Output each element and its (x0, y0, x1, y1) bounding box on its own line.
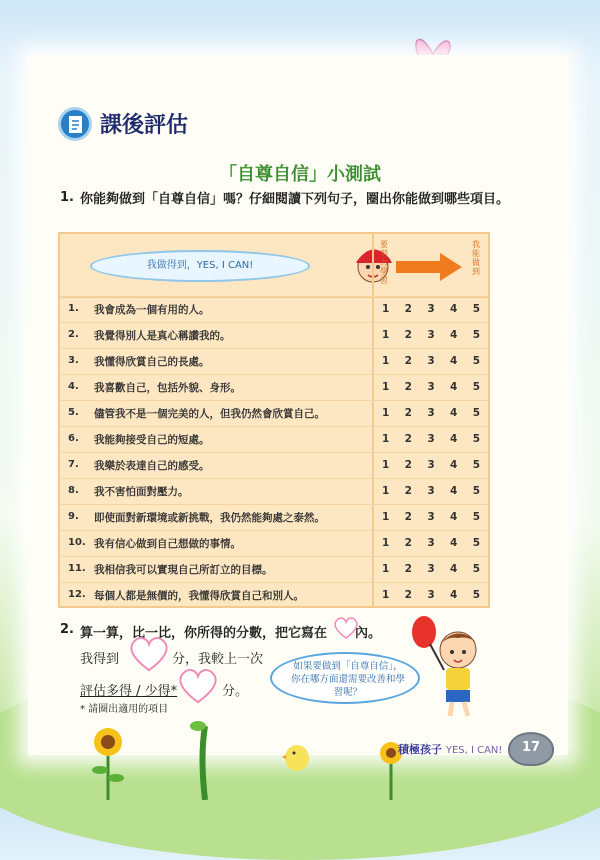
heart-score-input[interactable] (128, 634, 170, 674)
table-row (60, 582, 488, 609)
note-text: * 請圈出適用的項目 (80, 704, 169, 715)
quiz-title: 「自尊自信」小測試 (219, 164, 381, 185)
score-4[interactable]: 4 (450, 303, 458, 315)
page-number: 17 (521, 740, 541, 755)
row-statement: 我喜歡自己，包括外貌、身形。 (94, 382, 241, 394)
chick-icon (282, 738, 312, 772)
score-2[interactable]: 2 (404, 537, 412, 549)
score-options[interactable] (382, 537, 480, 549)
score-1[interactable]: 1 (382, 381, 390, 393)
score-line-1-after: 分，我較上一次 (172, 652, 264, 667)
label-can-do: 我能做到 (472, 240, 480, 276)
score-3[interactable]: 3 (427, 355, 435, 367)
score-options[interactable] (382, 459, 480, 471)
score-2[interactable]: 2 (404, 485, 412, 497)
speech-bubble-text: 我做得到，YES, I CAN! (146, 260, 254, 271)
score-4[interactable]: 4 (450, 459, 458, 471)
score-4[interactable]: 4 (450, 563, 458, 575)
row-statement: 我樂於表達自己的感受。 (94, 460, 210, 472)
table-row (60, 400, 488, 427)
question-2-number: 2. (60, 622, 74, 637)
score-2[interactable]: 2 (404, 433, 412, 445)
table-row (60, 426, 488, 453)
score-3[interactable]: 3 (427, 407, 435, 419)
score-1[interactable]: 1 (382, 511, 390, 523)
row-number: 1. (68, 303, 79, 314)
score-line-2-after: 分。 (222, 684, 249, 699)
score-options[interactable] (382, 589, 480, 601)
row-statement: 我能夠接受自己的短處。 (94, 434, 210, 446)
score-options[interactable] (382, 433, 480, 445)
score-3[interactable]: 3 (427, 329, 435, 341)
row-statement: 我懂得欣賞自己的長處。 (94, 356, 210, 368)
score-1[interactable]: 1 (382, 407, 390, 419)
arrow-right-icon (396, 252, 462, 282)
score-4[interactable]: 4 (450, 407, 458, 419)
score-1[interactable]: 1 (382, 303, 390, 315)
score-3[interactable]: 3 (427, 511, 435, 523)
row-number: 4. (68, 381, 79, 392)
question-1-text: 你能夠做到「自尊自信」嗎？仔細閱讀下列句子，圈出你能做到哪些項目。 (80, 192, 510, 207)
row-number: 6. (68, 433, 79, 444)
score-1[interactable]: 1 (382, 485, 390, 497)
score-5[interactable]: 5 (472, 511, 480, 523)
table-row (60, 504, 488, 531)
score-3[interactable]: 3 (427, 381, 435, 393)
score-4[interactable]: 4 (450, 329, 458, 341)
score-5[interactable]: 5 (472, 381, 480, 393)
score-4[interactable]: 4 (450, 433, 458, 445)
score-3[interactable]: 3 (427, 537, 435, 549)
score-1[interactable]: 1 (382, 355, 390, 367)
score-1[interactable]: 1 (382, 329, 390, 341)
score-4[interactable]: 4 (450, 355, 458, 367)
score-2[interactable]: 2 (404, 511, 412, 523)
score-options[interactable] (382, 563, 480, 575)
row-statement: 我相信我可以實現自己所訂立的目標。 (94, 564, 273, 576)
label-need-improve: 要努力學習 (380, 240, 388, 285)
score-4[interactable]: 4 (450, 485, 458, 497)
row-number: 5. (68, 407, 79, 418)
row-number: 9. (68, 511, 79, 522)
rating-table (58, 232, 490, 608)
score-2[interactable]: 2 (404, 563, 412, 575)
score-line-2 (80, 680, 177, 699)
table-row (60, 452, 488, 479)
score-options[interactable] (382, 407, 480, 419)
score-3[interactable]: 3 (427, 589, 435, 601)
table-row (60, 348, 488, 375)
table-row (60, 322, 488, 349)
score-5[interactable]: 5 (472, 459, 480, 471)
speech-bubble (90, 250, 310, 282)
score-5[interactable]: 5 (472, 329, 480, 341)
sprout-icon (190, 716, 220, 800)
table-row (60, 374, 488, 401)
score-2[interactable]: 2 (404, 329, 412, 341)
question-1-number: 1. (60, 190, 74, 205)
score-2[interactable]: 2 (404, 459, 412, 471)
section-title: 課後評估 (100, 113, 189, 138)
score-4[interactable]: 4 (450, 589, 458, 601)
heart-box-icon (333, 616, 359, 640)
table-row (60, 530, 488, 557)
score-2[interactable]: 2 (404, 589, 412, 601)
score-1[interactable]: 1 (382, 433, 390, 445)
score-1[interactable]: 1 (382, 589, 390, 601)
page-number-stone (508, 732, 554, 766)
row-number: 7. (68, 459, 79, 470)
score-line-2-before[interactable]: 評估多得 / 少得* (80, 684, 178, 699)
score-3[interactable]: 3 (427, 433, 435, 445)
score-5[interactable]: 5 (472, 485, 480, 497)
score-4[interactable]: 4 (450, 381, 458, 393)
row-statement: 我會成為一個有用的人。 (94, 304, 210, 316)
table-row (60, 556, 488, 583)
score-options[interactable] (382, 355, 480, 367)
row-statement: 我有信心做到自己想做的事情。 (94, 538, 241, 550)
score-1[interactable]: 1 (382, 459, 390, 471)
score-line-1 (80, 648, 119, 667)
row-number: 10. (68, 537, 86, 548)
score-options[interactable] (382, 381, 480, 393)
score-4[interactable]: 4 (450, 537, 458, 549)
boy-with-fan-icon (412, 610, 492, 720)
score-4[interactable]: 4 (450, 511, 458, 523)
score-options[interactable] (382, 329, 480, 341)
row-statement: 即使面對新環境或新挑戰，我仍然能夠處之泰然。 (94, 512, 325, 524)
score-2[interactable]: 2 (404, 303, 412, 315)
score-3[interactable]: 3 (427, 303, 435, 315)
score-1[interactable]: 1 (382, 537, 390, 549)
score-5[interactable]: 5 (472, 433, 480, 445)
score-options[interactable] (382, 485, 480, 497)
row-number: 11. (68, 563, 86, 574)
row-statement: 每個人都是無價的，我懂得欣賞自己和別人。 (94, 590, 304, 602)
score-5[interactable]: 5 (472, 407, 480, 419)
footer-label-zh: 積極孩子 (398, 743, 442, 756)
speech-bubble-2 (270, 652, 420, 704)
score-3[interactable]: 3 (427, 459, 435, 471)
row-number: 12. (68, 589, 86, 600)
score-options[interactable] (382, 511, 480, 523)
score-3[interactable]: 3 (427, 563, 435, 575)
score-5[interactable]: 5 (472, 589, 480, 601)
sunflower-icon (88, 722, 128, 800)
table-header (60, 234, 488, 298)
question-2-text-after: 內。 (355, 626, 382, 641)
table-row (60, 478, 488, 505)
table-row (60, 296, 488, 323)
score-5[interactable]: 5 (472, 537, 480, 549)
footer-label-en: YES, I CAN! (445, 745, 503, 756)
score-5[interactable]: 5 (472, 563, 480, 575)
score-5[interactable]: 5 (472, 355, 480, 367)
row-number: 8. (68, 485, 79, 496)
row-number: 3. (68, 355, 79, 366)
score-3[interactable]: 3 (427, 485, 435, 497)
score-1[interactable]: 1 (382, 563, 390, 575)
score-options[interactable] (382, 303, 480, 315)
score-2[interactable]: 2 (404, 381, 412, 393)
score-2[interactable]: 2 (404, 355, 412, 367)
row-statement: 儘管我不是一個完美的人，但我仍然會欣賞自己。 (94, 408, 325, 420)
question-2-text-before: 算一算，比一比，你所得的分數，把它寫在 (80, 626, 328, 641)
score-2[interactable]: 2 (404, 407, 412, 419)
row-statement: 我覺得別人是真心稱讚我的。 (94, 330, 231, 342)
row-statement: 我不害怕面對壓力。 (94, 486, 189, 498)
score-5[interactable]: 5 (472, 303, 480, 315)
score-line-1-before: 我得到 (80, 652, 120, 667)
speech-bubble-2-text: 如果要做到「自尊自信」，你在哪方面還需要改善和學習呢？ (290, 661, 405, 698)
row-number: 2. (68, 329, 79, 340)
notepad-icon (58, 107, 92, 141)
heart-diff-input[interactable] (177, 666, 219, 706)
footer-label (398, 741, 502, 757)
